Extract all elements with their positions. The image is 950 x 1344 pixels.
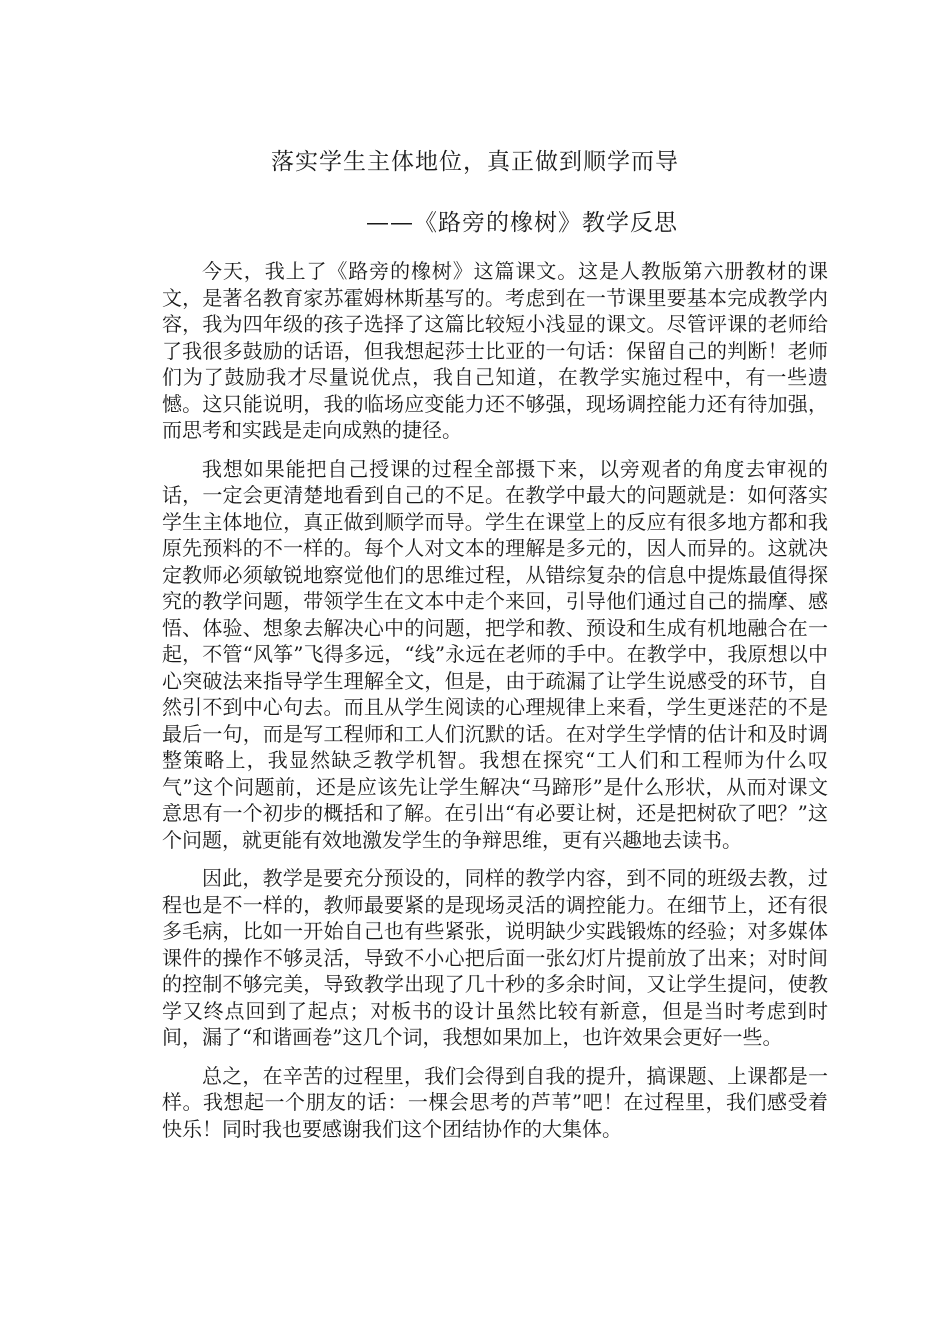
- document-body: [162, 258, 828, 1142]
- paragraph: 总之，在辛苦的过程里，我们会得到自我的提升，搞课题、上课都是一样。我想起一个朋友的话：一棵会思考的芦苇”吧！在过程里，我们感受着快乐！同时我也要感谢我们这个团结协作的大集体。: [162, 1063, 828, 1141]
- paragraph: 因此，教学是要充分预设的，同样的教学内容，到不同的班级去教，过程也是不一样的，教师最要紧的是现场灵活的调控能力。在细节上，还有很多毛病，比如一开始自己也有些紧张，说明缺少实践锻炼的经验；对多媒体课件的操作不够灵活，导致不小心把后面一张幻灯片提前放了出来；对时间的控制不够完美，导致教学出现了几十秒的多余时间，又让学生提问，使教学又终点回到了起点；对板书的设计虽然比较有新意，但是当时考虑到时间，漏了“和谐画卷”这几个词，我想如果加上，也许效果会更好一些。: [162, 866, 828, 1049]
- paragraph: 今天，我上了《路旁的橡树》这篇课文。这是人教版第六册教材的课文，是著名教育家苏霍姆林斯基写的。考虑到在一节课里要基本完成教学内容，我为四年级的孩子选择了这篇比较短小浅显的课文。尽管评课的老师给了我很多鼓励的话语，但我想起莎士比亚的一句话：保留自己的判断！老师们为了鼓励我才尽量说优点，我自己知道，在教学实施过程中，有一些遗憾。这只能说明，我的临场应变能力还不够强，现场调控能力还有待加强，而思考和实践是走向成熟的捷径。: [162, 259, 828, 442]
- document-title: 落实学生主体地位，真正做到顺学而导: [271, 149, 679, 175]
- document-subtitle: ——《路旁的橡树》教学反思: [366, 210, 678, 236]
- paragraph: 我想如果能把自己授课的过程全部摄下来，以旁观者的角度去审视的话，一定会更清楚地看到自己的不足。在教学中最大的问题就是：如何落实学生主体地位，真正做到顺学而导。学生在课堂上的反应有很多地方都和我原先预料的不一样的。每个人对文本的理解是多元的，因人而异的。这就决定教师必须敏锐地察觉他们的思维过程，从错综复杂的信息中提炼最值得探究的教学问题，带领学生在文本中走个来回，引导他们通过自己的揣摩、感悟、体验、想象去解决心中的问题，把学和教、预设和生成有机地融合在一起，不管“风筝”飞得多远，“线”永远在老师的手中。在教学中，我原想以中心突破法来指导学生理解全文，但是，由于疏漏了让学生说感受的环节，自然引不到中心句去。而且从学生阅读的心理规律上来看，学生更迷茫的不是最后一句，而是写工程师和工人们沉默的话。在对学生学情的估计和及时调整策略上，我显然缺乏教学机智。我想在探究“工人们和工程师为什么叹气”这个问题前，还是应该先让学生解决“马蹄形”是什么形状，从而对课文意思有一个初步的概括和了解。在引出“有必要让树，还是把树砍了吧？”这个问题，就更能有效地激发学生的争辩思维，更有兴趣地去读书。: [162, 456, 828, 852]
